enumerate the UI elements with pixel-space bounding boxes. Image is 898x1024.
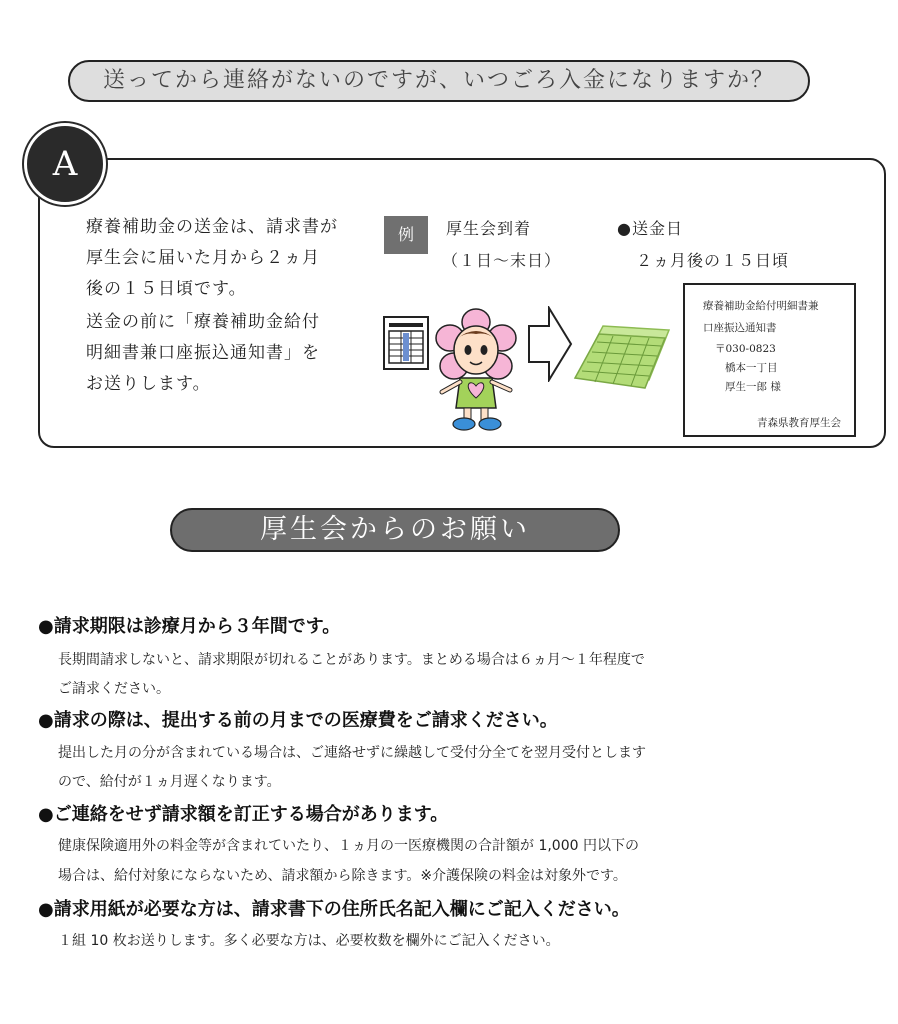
request-body-line: ご請求ください。 <box>58 681 170 697</box>
notice-title-line: 療養補助金給付明細書兼 <box>703 300 819 312</box>
request-heading: ●請求の際は、提出する前の月までの医療費をご請求ください。 <box>38 710 558 731</box>
request-body-line: ので、給付が１ヵ月遅くなります。 <box>58 774 281 790</box>
question-heading: 送ってから連絡がないのですが、いつごろ入金になりますか？ <box>68 60 810 102</box>
notice-recipient-name: 厚生一郎 様 <box>725 381 781 393</box>
requests-heading: 厚生会からのお願い <box>170 508 620 552</box>
arrival-range: （１日～末日） <box>442 251 562 270</box>
request-heading: ●ご連絡をせず請求額を訂正する場合があります。 <box>38 804 449 825</box>
notice-address: 橋本一丁目 <box>725 362 778 374</box>
send-date-desc: ２ヵ月後の１５日頃 <box>636 251 790 270</box>
example-label: 例 <box>384 216 428 254</box>
notice-sender: 青森県教育厚生会 <box>757 417 841 429</box>
right-arrow-icon <box>527 306 573 382</box>
notice-postal-code: 〒030-0823 <box>715 343 776 355</box>
answer-text-line: 明細書兼口座振込通知書」を <box>86 343 320 363</box>
request-body-line: 場合は、給付対象にならないため、請求額から除きます。※介護保険の料金は対象外です。 <box>58 868 627 884</box>
claim-form-icon <box>383 316 429 370</box>
answer-text-line: お送りします。 <box>86 374 211 394</box>
flower-mascot-icon <box>430 308 522 432</box>
request-heading: ●請求用紙が必要な方は、請求書下の住所氏名記入欄にご記入ください。 <box>38 899 630 920</box>
request-body-line: １組 10 枚お送りします。多く必要な方は、必要枚数を欄外にご記入ください。 <box>58 933 560 949</box>
request-body-line: 提出した月の分が含まれている場合は、ご連絡せずに繰越して受付分全てを翌月受付とします <box>58 745 646 761</box>
request-heading: ●請求期限は診療月から３年間です。 <box>38 616 341 637</box>
arrival-title: 厚生会到着 <box>446 219 532 238</box>
bankbook-icon <box>573 320 673 396</box>
request-body-line: 長期間請求しないと、請求期限が切れることがあります。まとめる場合は６ヵ月～１年程度で <box>58 652 645 668</box>
answer-text-line: 療養補助金の送金は、請求書が <box>86 217 338 237</box>
payment-notice-card <box>683 283 856 437</box>
notice-title-line: 口座振込通知書 <box>703 322 777 334</box>
answer-badge: A <box>24 123 106 205</box>
answer-text-line: 送金の前に「療養補助金給付 <box>86 312 320 332</box>
answer-text-line: 厚生会に届いた月から２ヵ月 <box>86 248 320 268</box>
send-date-title: ●送金日 <box>617 219 683 238</box>
answer-text-line: 後の１５日頃です。 <box>86 279 247 299</box>
request-body-line: 健康保険適用外の料金等が含まれていたり、１ヵ月の一医療機関の合計額が 1,000 円以下の <box>58 838 639 854</box>
